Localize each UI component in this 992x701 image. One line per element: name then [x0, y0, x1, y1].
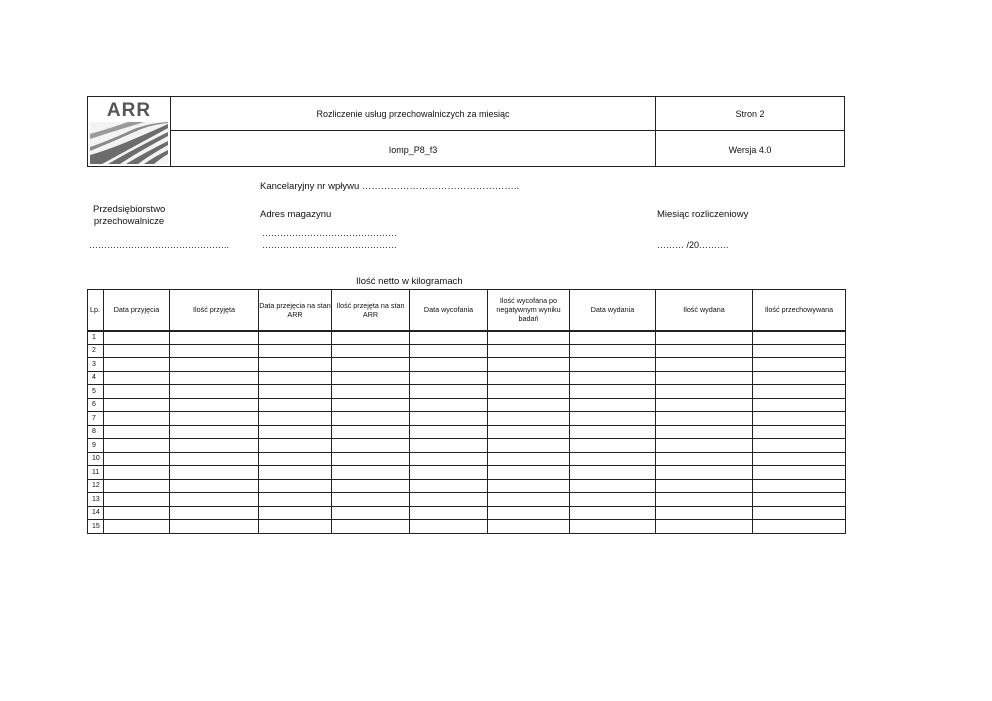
- table-row: [88, 506, 846, 520]
- table-cell[interactable]: [170, 506, 259, 520]
- address-label: Adres magazynu: [260, 209, 332, 220]
- table-cell[interactable]: [170, 466, 259, 480]
- table-cell[interactable]: [410, 425, 488, 439]
- column-header: Lp.: [88, 290, 104, 331]
- table-cell[interactable]: [656, 439, 753, 453]
- row-number: 1: [88, 331, 104, 345]
- table-cell[interactable]: [332, 412, 410, 426]
- table-cell[interactable]: [104, 358, 170, 372]
- table-cell[interactable]: [488, 385, 570, 399]
- table-cell[interactable]: [753, 466, 846, 480]
- row-number: 3: [88, 358, 104, 372]
- table-cell[interactable]: [410, 371, 488, 385]
- table-cell[interactable]: [488, 520, 570, 534]
- table-row: [88, 466, 846, 480]
- table-cell[interactable]: [753, 493, 846, 507]
- table-cell[interactable]: [488, 344, 570, 358]
- table-cell[interactable]: [332, 331, 410, 345]
- table-cell[interactable]: [753, 439, 846, 453]
- table-cell[interactable]: [332, 493, 410, 507]
- table-row: [88, 493, 846, 507]
- table-cell[interactable]: [570, 412, 656, 426]
- form-header: [87, 96, 845, 167]
- version-label: Wersja 4.0: [728, 145, 772, 155]
- table-cell[interactable]: [259, 344, 332, 358]
- table-cell[interactable]: [104, 520, 170, 534]
- table-cell[interactable]: [488, 493, 570, 507]
- table-cell[interactable]: [753, 452, 846, 466]
- row-number: 13: [88, 493, 104, 507]
- table-cell[interactable]: [753, 425, 846, 439]
- table-cell[interactable]: [170, 344, 259, 358]
- table-cell[interactable]: [753, 412, 846, 426]
- table-cell[interactable]: [656, 371, 753, 385]
- table-cell[interactable]: [570, 493, 656, 507]
- table-cell[interactable]: [332, 385, 410, 399]
- table-cell[interactable]: [656, 425, 753, 439]
- column-header: Ilość wycofana po negatywnym wyniku badań: [488, 290, 570, 331]
- row-number: 2: [88, 344, 104, 358]
- table-cell[interactable]: [104, 344, 170, 358]
- table-cell[interactable]: [656, 358, 753, 372]
- table-cell[interactable]: [753, 398, 846, 412]
- row-number: 4: [88, 371, 104, 385]
- table-caption: Ilość netto w kilogramach: [356, 276, 463, 287]
- table-cell[interactable]: [570, 358, 656, 372]
- form-title: Rozliczenie usług przechowalniczych za miesiąc: [316, 109, 510, 119]
- table-cell[interactable]: [488, 412, 570, 426]
- column-header: Ilość przyjęta: [170, 290, 259, 331]
- table-cell[interactable]: [656, 493, 753, 507]
- column-header: Ilość wydana: [656, 290, 753, 331]
- address-dots-1: ………………………………………: [262, 228, 397, 238]
- table-cell[interactable]: [259, 466, 332, 480]
- row-number: 11: [88, 466, 104, 480]
- table-row: [88, 452, 846, 466]
- column-header: Data wydania: [570, 290, 656, 331]
- table-row: [88, 520, 846, 534]
- table-cell[interactable]: [259, 425, 332, 439]
- table-cell[interactable]: [656, 331, 753, 345]
- column-header: Ilość przejęta na stan ARR: [332, 290, 410, 331]
- table-cell[interactable]: [570, 371, 656, 385]
- table-cell[interactable]: [259, 506, 332, 520]
- table-cell[interactable]: [410, 506, 488, 520]
- table-cell[interactable]: [332, 452, 410, 466]
- table-cell[interactable]: [656, 398, 753, 412]
- table-cell[interactable]: [488, 371, 570, 385]
- table-cell[interactable]: [656, 466, 753, 480]
- table-cell[interactable]: [410, 479, 488, 493]
- table-cell[interactable]: [104, 425, 170, 439]
- table-cell[interactable]: [410, 358, 488, 372]
- table-cell[interactable]: [104, 412, 170, 426]
- table-row: [88, 371, 846, 385]
- table-cell[interactable]: [259, 398, 332, 412]
- table-cell[interactable]: [259, 439, 332, 453]
- table-cell[interactable]: [332, 506, 410, 520]
- table-cell[interactable]: [104, 452, 170, 466]
- table-row: [88, 479, 846, 493]
- table-cell[interactable]: [104, 331, 170, 345]
- table-cell[interactable]: [170, 479, 259, 493]
- table-cell[interactable]: [488, 452, 570, 466]
- table-cell[interactable]: [753, 344, 846, 358]
- table-cell[interactable]: [104, 439, 170, 453]
- table-cell[interactable]: [170, 385, 259, 399]
- table-row: [88, 398, 846, 412]
- row-number: 15: [88, 520, 104, 534]
- table-row: [88, 331, 846, 345]
- table-cell[interactable]: [259, 479, 332, 493]
- table-cell[interactable]: [570, 439, 656, 453]
- table-cell[interactable]: [170, 412, 259, 426]
- table-cell[interactable]: [488, 398, 570, 412]
- table-cell[interactable]: [753, 371, 846, 385]
- table-cell[interactable]: [332, 466, 410, 480]
- table-cell[interactable]: [753, 358, 846, 372]
- month-label: Miesiąc rozliczeniowy: [657, 209, 749, 220]
- storage-table: [87, 289, 846, 534]
- table-cell[interactable]: [332, 520, 410, 534]
- logo-cell: [88, 97, 171, 166]
- table-cell[interactable]: [104, 385, 170, 399]
- table-cell[interactable]: [170, 425, 259, 439]
- table-cell[interactable]: [753, 331, 846, 345]
- table-cell[interactable]: [259, 493, 332, 507]
- table-cell[interactable]: [104, 493, 170, 507]
- table-cell[interactable]: [656, 412, 753, 426]
- table-cell[interactable]: [410, 385, 488, 399]
- table-cell[interactable]: [170, 439, 259, 453]
- table-cell[interactable]: [753, 520, 846, 534]
- table-cell[interactable]: [170, 452, 259, 466]
- table-cell[interactable]: [488, 439, 570, 453]
- table-cell[interactable]: [410, 493, 488, 507]
- table-cell[interactable]: [332, 358, 410, 372]
- column-header: Data wycofania: [410, 290, 488, 331]
- table-row: [88, 425, 846, 439]
- table-cell[interactable]: [410, 466, 488, 480]
- table-cell[interactable]: [753, 506, 846, 520]
- table-cell[interactable]: [259, 371, 332, 385]
- table-cell[interactable]: [259, 412, 332, 426]
- table-cell[interactable]: [332, 398, 410, 412]
- table-cell[interactable]: [170, 371, 259, 385]
- column-header: Data przyjęcia: [104, 290, 170, 331]
- table-cell[interactable]: [104, 371, 170, 385]
- table-cell[interactable]: [259, 385, 332, 399]
- table-cell[interactable]: [656, 385, 753, 399]
- table-cell[interactable]: [410, 398, 488, 412]
- table-row: [88, 412, 846, 426]
- table-row: [88, 439, 846, 453]
- arr-logo: [88, 97, 170, 166]
- column-header: Ilość przechowywana: [753, 290, 846, 331]
- company-dots: ………………………………………..: [89, 240, 230, 250]
- table-cell[interactable]: [170, 493, 259, 507]
- table-cell[interactable]: [570, 466, 656, 480]
- table-cell[interactable]: [570, 344, 656, 358]
- row-number: 7: [88, 412, 104, 426]
- table-cell[interactable]: [753, 385, 846, 399]
- row-number: 9: [88, 439, 104, 453]
- table-cell[interactable]: [332, 479, 410, 493]
- table-cell[interactable]: [656, 520, 753, 534]
- logo-text: ARR: [106, 100, 152, 121]
- office-number-field: Kancelaryjny nr wpływu …………………………………………..: [260, 181, 520, 192]
- company-label: Przedsiębiorstwo przechowalnicze: [93, 204, 166, 227]
- column-header: Data przejęcia na stan ARR: [259, 290, 332, 331]
- table-cell[interactable]: [410, 331, 488, 345]
- table-cell[interactable]: [332, 425, 410, 439]
- table-cell[interactable]: [259, 520, 332, 534]
- table-header-row: [88, 290, 846, 331]
- table-cell[interactable]: [104, 466, 170, 480]
- table-cell[interactable]: [656, 344, 753, 358]
- table-cell[interactable]: [332, 344, 410, 358]
- table-cell[interactable]: [410, 412, 488, 426]
- table-cell[interactable]: [570, 385, 656, 399]
- table-row: [88, 358, 846, 372]
- table-cell[interactable]: [570, 425, 656, 439]
- row-number: 6: [88, 398, 104, 412]
- table-cell[interactable]: [753, 479, 846, 493]
- address-dots-2: ………………………………………: [262, 240, 397, 250]
- table-cell[interactable]: [570, 479, 656, 493]
- table-cell[interactable]: [259, 331, 332, 345]
- table-cell[interactable]: [488, 425, 570, 439]
- table-cell[interactable]: [170, 520, 259, 534]
- form-code: Iomp_P8_f3: [388, 145, 438, 155]
- table-cell[interactable]: [570, 331, 656, 345]
- month-dots: ……… /20……….: [657, 240, 729, 250]
- table-cell[interactable]: [259, 452, 332, 466]
- table-cell[interactable]: [656, 506, 753, 520]
- table-cell[interactable]: [488, 358, 570, 372]
- table-cell[interactable]: [410, 452, 488, 466]
- row-number: 5: [88, 385, 104, 399]
- table-cell[interactable]: [104, 479, 170, 493]
- table-cell[interactable]: [410, 520, 488, 534]
- table-cell[interactable]: [570, 452, 656, 466]
- table-cell[interactable]: [656, 452, 753, 466]
- row-number: 10: [88, 452, 104, 466]
- table-cell[interactable]: [259, 358, 332, 372]
- table-cell[interactable]: [410, 439, 488, 453]
- table-cell[interactable]: [410, 344, 488, 358]
- row-number: 12: [88, 479, 104, 493]
- table-cell[interactable]: [104, 398, 170, 412]
- table-cell[interactable]: [656, 479, 753, 493]
- table-cell[interactable]: [570, 520, 656, 534]
- table-cell[interactable]: [170, 331, 259, 345]
- table-row: [88, 344, 846, 358]
- table-cell[interactable]: [570, 398, 656, 412]
- table-cell[interactable]: [570, 506, 656, 520]
- page-count: Stron 2: [735, 109, 765, 119]
- table-row: [88, 385, 846, 399]
- row-number: 8: [88, 425, 104, 439]
- table-cell[interactable]: [332, 439, 410, 453]
- row-number: 14: [88, 506, 104, 520]
- table-cell[interactable]: [488, 479, 570, 493]
- table-cell[interactable]: [488, 331, 570, 345]
- table-cell[interactable]: [488, 506, 570, 520]
- table-cell[interactable]: [488, 466, 570, 480]
- table-cell[interactable]: [104, 506, 170, 520]
- table-cell[interactable]: [170, 358, 259, 372]
- table-cell[interactable]: [170, 398, 259, 412]
- table-cell[interactable]: [332, 371, 410, 385]
